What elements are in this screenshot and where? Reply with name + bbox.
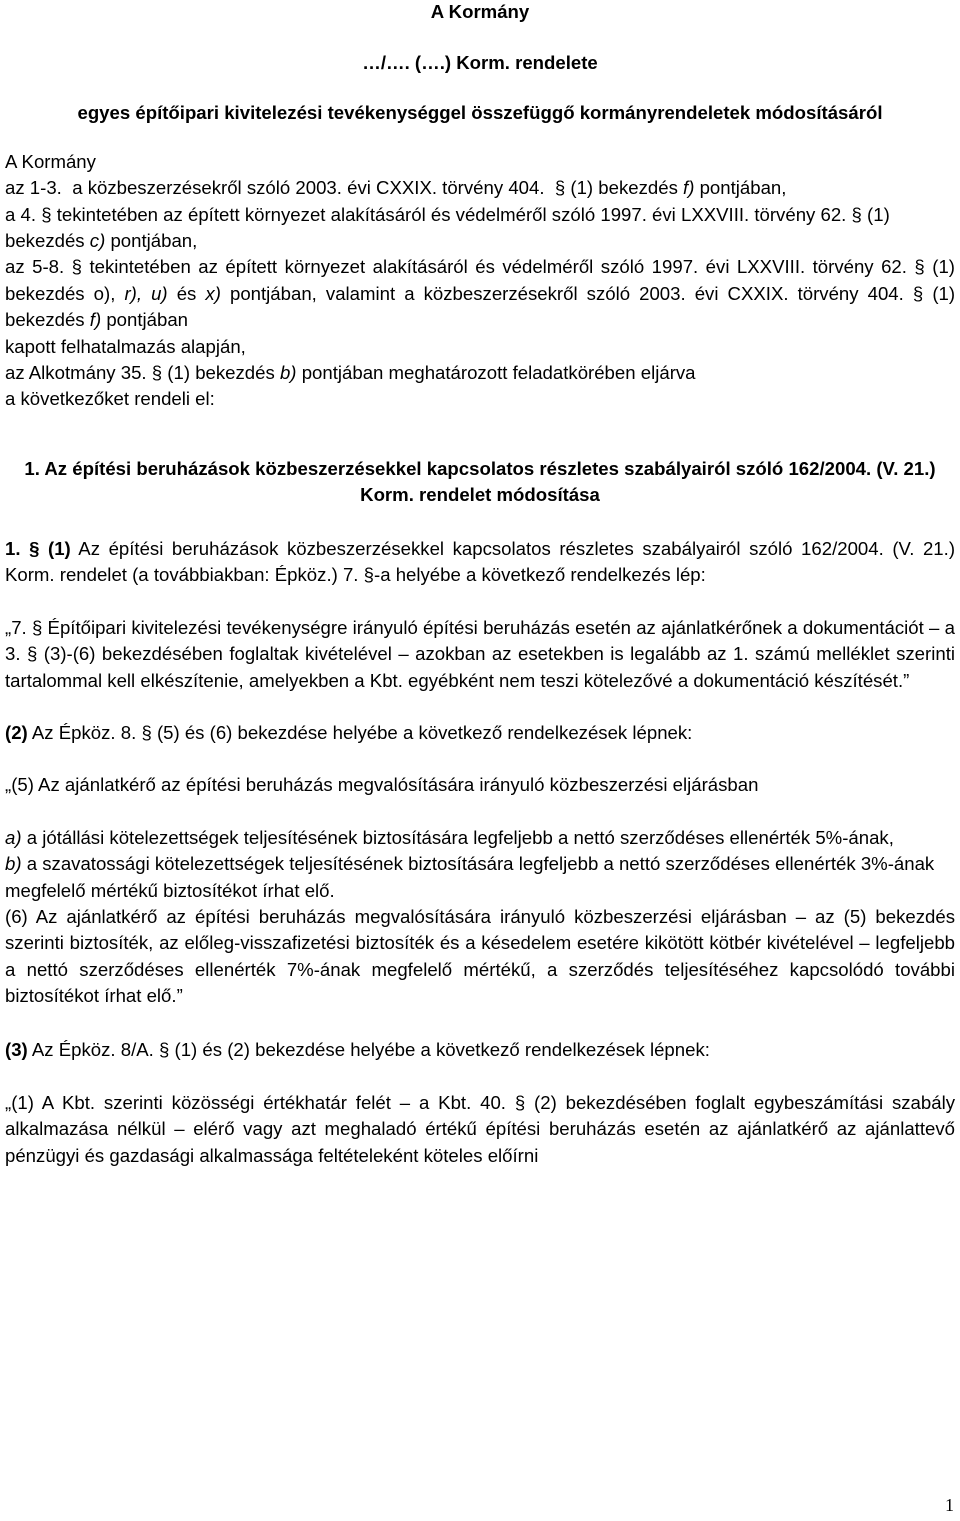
document-page (5, 0, 955, 1169)
list-item-b (5, 851, 955, 877)
text-run: -a helyébe a következő rendelkezés lép: (374, 564, 706, 586)
preamble-clause-3 (5, 254, 955, 333)
text-run: (1) és (2) bekezdése helyébe a következő rendelkezések lépnek: (174, 1038, 710, 1060)
text-run: pontjában (106, 309, 188, 331)
text-run: pontjában meghatározott feladatkörében eljárva (301, 362, 696, 384)
subsection-number: (3) (5, 1038, 28, 1060)
italic-run: f) (683, 177, 695, 199)
text-run: Építőipari kivitelezési tevékenységre irányuló építési beruházás esetén az ajánlatkérőnek a dokumentációt – a 3. (5, 616, 955, 665)
section-sign: § (151, 362, 163, 384)
section-sign: § (363, 564, 374, 586)
italic-run: r), u) (124, 282, 168, 304)
text-run: „(1) A Kbt. szerinti közösségi értékhatár felét – a Kbt. 40. (5, 1091, 506, 1113)
list-closing: megfelelő mértékű biztosítékot írhat elő. (5, 879, 335, 901)
text-run: (2) bekezdésében foglalt egybeszámítási szabály alkalmazása nélkül – elérő vagy azt meghaladó értékű építési beruházás esetén az ajánlatkérő az ajánlattevő pénzügyi és gazdasági alkalmassága feltételeként köteles előírni (5, 1091, 955, 1166)
preamble-clause-2 (5, 202, 955, 255)
italic-run: x) (205, 282, 221, 304)
paragraph-2 (5, 720, 955, 746)
section-sign: § (554, 177, 566, 199)
item-label: a) (5, 826, 22, 848)
subsection-number: (1) (48, 537, 71, 559)
text-run: tekintetében az épített környezet alakításáról és védelméről szóló 1997. évi LXXVIII. törvény 62. (89, 256, 907, 278)
text-run: (1) bekezdés o), (5, 256, 955, 304)
text-run: tekintetében az épített környezet alakításáról és védelméről szóló 1997. évi LXXVIII. törvény 62. (56, 203, 847, 225)
section-sign: § (159, 1038, 170, 1060)
preamble (5, 149, 955, 413)
decree-number-text: …/…. (….) Korm. rendelete (362, 52, 598, 73)
text-run: az 5-8. (5, 256, 65, 278)
quoted-subsection-6: (6) Az ajánlatkérő az építési beruházás megvalósítására irányuló közbeszerzési eljárásban – az (5) bekezdés szerinti biztosíték, az előleg-visszafizetési biztosíték és a késedelem esetére kikötött kötbér kivételével – legfeljebb a nettó szerződéses ellenérték 7%-ának megfelelő mértékű, a szerződés teljesítéséhez kapcsolódó további biztosítékot írhat elő.” (5, 905, 955, 1007)
text-run: a 4. (5, 203, 37, 225)
page-number: 1 (945, 1495, 954, 1515)
text-run: a közbeszerzésekről szóló 2003. évi CXXIX. törvény 404. (72, 177, 545, 199)
text-run: pontjában, valamint a közbeszerzésekről szóló 2003. évi CXXIX. törvény 404. (229, 282, 904, 304)
text-run: és (176, 282, 197, 304)
decree-subject-heading (5, 100, 955, 126)
quoted-subsection-1 (5, 1090, 955, 1169)
text-run: (1) bekezdés (167, 362, 275, 384)
italic-run: c) (89, 230, 106, 252)
text-run: az 1-3. (5, 177, 62, 199)
text-run: a szavatossági kötelezettségek teljesítésének biztosítására legfeljebb a nettó szerződéses ellenérték 3%-ának (26, 853, 935, 875)
issuer-text: A Kormány (430, 1, 530, 22)
item-label: b) (5, 853, 22, 875)
text-run: Az építési beruházások közbeszerzésekkel kapcsolatos részletes szabályairól szóló 162/2004. (V. 21.) Korm. rendelet (a továbbiakban: Épköz.) 7. (5, 537, 956, 586)
section-sign: § (31, 616, 43, 638)
section-sign: § (29, 537, 40, 559)
paragraph-1 (5, 536, 955, 589)
quoted-section-7 (5, 615, 955, 694)
text-run: (1) bekezdés (5, 203, 890, 252)
text-run: Az Épköz. 8. (31, 721, 137, 743)
italic-run: b) (279, 362, 297, 384)
decree-number-heading (5, 50, 955, 76)
preamble-clause-1 (5, 175, 955, 201)
text-run: Az Épköz. 8/A. (31, 1038, 154, 1060)
text-run: (1) bekezdés (5, 282, 956, 331)
paragraph-3 (5, 1037, 955, 1063)
section-sign: § (914, 256, 925, 278)
preamble-enactment: a következőket rendeli el: (5, 388, 215, 410)
text-run: (3)-(6) bekezdésében foglaltak kivételével – azokban az esetekben is legalább az 1. számú melléklet szerinti tartalommal kell elkészítenie, amelyekben a Kbt. egyébként nem teszi kötelezővé a dokumentáció készítését.” (5, 643, 955, 691)
text-run: a jótállási kötelezettségek teljesítésének biztosítására legfeljebb a nettó szerződéses ellenérték 5%-ának, (26, 826, 894, 848)
text-run: pontjában, (699, 177, 787, 199)
preamble-constitution (5, 360, 955, 386)
section-sign: § (26, 643, 38, 665)
list-item-a (5, 825, 955, 851)
section-sign: § (514, 1091, 526, 1113)
paragraph-number: 1. (5, 537, 21, 559)
subsection-number: (2) (5, 721, 28, 743)
text-run: az Alkotmány 35. (5, 362, 147, 384)
section-sign: § (141, 721, 152, 743)
preamble-authorization: kapott felhatalmazás alapján, (5, 335, 246, 357)
section-sign: § (851, 203, 862, 225)
preamble-intro: A Kormány (5, 150, 96, 172)
text-run: (5) és (6) bekezdése helyébe a következő rendelkezések lépnek: (156, 721, 693, 743)
section-sign: § (41, 203, 52, 225)
text-run: pontjában, (110, 230, 198, 252)
text-run: (1) bekezdés (570, 177, 678, 199)
issuer-heading (5, 0, 955, 24)
section-sign: § (71, 256, 82, 278)
section-sign: § (912, 282, 924, 304)
italic-run: f) (89, 309, 102, 331)
decree-subject-text: egyes építőipari kivitelezési tevékenységgel összefüggő kormányrendeletek módosításáról (77, 102, 883, 124)
section-1-heading: 1. Az építési beruházások közbeszerzésekkel kapcsolatos részletes szabályairól szóló 162/2004. (V. 21.) Korm. rendelet módosítása (24, 457, 936, 505)
quoted-subsection-5: „(5) Az ajánlatkérő az építési beruházás megvalósítására irányuló közbeszerzési eljárásban (5, 774, 759, 796)
text-run: „7. (5, 616, 27, 638)
